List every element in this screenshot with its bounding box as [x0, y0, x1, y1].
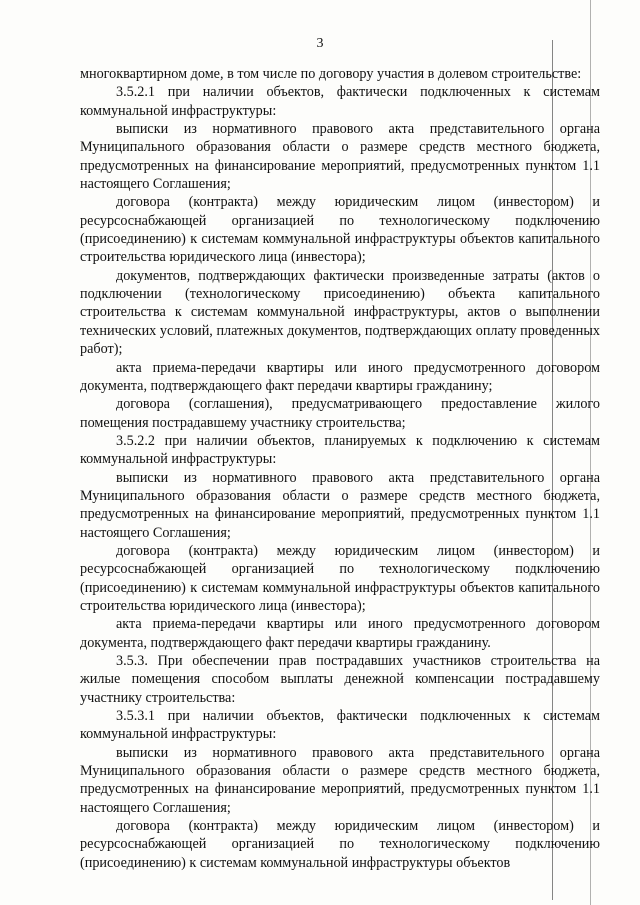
document-body	[80, 65, 600, 872]
page-number: 3	[316, 36, 324, 51]
paragraph: 3.5.3.1 при наличии объектов, фактически подключенных к системам коммунальной инфраструктуры:	[80, 708, 600, 743]
paragraph: выписки из нормативного правового акта представительного органа Муниципального образования области о размере средств местного бюджета, предусмотренных на финансирование мероприятий, предусмотренных пунктом 1.1 настоящего Соглашения;	[80, 469, 600, 541]
paragraph: акта приема-передачи квартиры или иного предусмотренного договором документа, подтверждающего факт передачи квартиры гражданину.	[80, 616, 600, 651]
paragraph: выписки из нормативного правового акта представительного органа Муниципального образования области о размере средств местного бюджета, предусмотренных на финансирование мероприятий, предусмотренных пунктом 1.1 настоящего Соглашения;	[80, 744, 600, 816]
paragraph: многоквартирном доме, в том числе по договору участия в долевом строительстве:	[80, 66, 582, 82]
paragraph: 3.5.2.1 при наличии объектов, фактически подключенных к системам коммунальной инфраструктуры:	[80, 84, 600, 119]
paragraph: договора (контракта) между юридическим лицом (инвестором) и ресурсоснабжающей организацией по технологическому подключению (присоединению) к системам коммунальной инфраструктуры объектов капитального строительства юридического лица (инвестора);	[80, 542, 600, 614]
paragraph: договора (контракта) между юридическим лицом (инвестором) и ресурсоснабжающей организацией по технологическому подключению (присоединению) к системам коммунальной инфраструктуры объектов капитального строительства юридического лица (инвестора);	[80, 194, 600, 266]
paragraph: выписки из нормативного правового акта представительного органа Муниципального образования области о размере средств местного бюджета, предусмотренных на финансирование мероприятий, предусмотренных пунктом 1.1 настоящего Соглашения;	[80, 121, 600, 193]
paragraph: договора (контракта) между юридическим лицом (инвестором) и ресурсоснабжающей организацией по технологическому подключению (присоединению) к системам коммунальной инфраструктуры объектов	[80, 818, 600, 871]
paragraph: 3.5.3. При обеспечении прав пострадавших участников строительства на жилые помещения способом выплаты денежной компенсации пострадавшему участнику строительства:	[80, 653, 600, 706]
paragraph: договора (соглашения), предусматривающего предоставление жилого помещения пострадавшему участнику строительства;	[80, 396, 600, 431]
paragraph: акта приема-передачи квартиры или иного предусмотренного договором документа, подтверждающего факт передачи квартиры гражданину;	[80, 359, 600, 394]
paragraph: документов, подтверждающих фактически произведенные затраты (актов о подключении (технологическому присоединению) объекта капитального строительства к системам коммунальной инфраструктуры, актов о выполнении технических условий, платежных документов, подтверждающих оплату проведенных работ);	[80, 267, 600, 358]
paragraph: 3.5.2.2 при наличии объектов, планируемых к подключению к системам коммунальной инфраструктуры:	[80, 432, 600, 468]
